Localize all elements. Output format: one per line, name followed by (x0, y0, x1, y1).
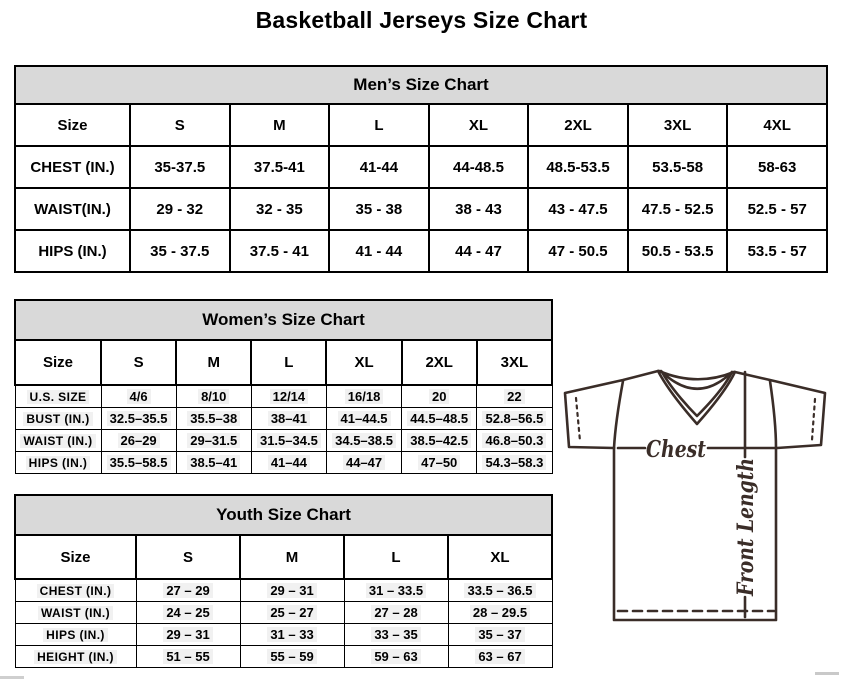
table-cell (136, 579, 240, 602)
table-cell: 35 - 37.5 (130, 230, 230, 272)
table-cell: 48.5-53.5 (528, 146, 628, 188)
table-cell: 50.5 - 53.5 (628, 230, 728, 272)
table-cell: 37.5 - 41 (230, 230, 330, 272)
column-header: L (329, 104, 429, 146)
cell-value: CHEST (IN.) (37, 584, 115, 598)
table-row (15, 385, 552, 408)
table-cell (251, 385, 326, 408)
cell-value: 20 (429, 389, 449, 404)
cell-value: 4/6 (127, 389, 151, 404)
table-cell (477, 385, 552, 408)
womens-chart-title: Women’s Size Chart (15, 300, 552, 340)
table-cell (477, 452, 552, 474)
cell-value: HIPS (IN.) (26, 456, 91, 470)
cell-value: 41–44 (268, 455, 310, 470)
table-cell (326, 452, 401, 474)
table-row (15, 602, 552, 624)
table-cell (402, 452, 477, 474)
jersey-right-cuff-dashes (812, 399, 815, 440)
cell-value: 29–31.5 (187, 433, 240, 448)
cell-value: 27 – 28 (371, 605, 420, 620)
cell-value: 54.3–58.3 (482, 455, 546, 470)
row-label (15, 452, 101, 474)
table-row (15, 624, 552, 646)
table-cell (101, 408, 176, 430)
row-label (15, 385, 101, 408)
table-cell (176, 452, 251, 474)
table-cell (326, 385, 401, 408)
table-cell (344, 624, 448, 646)
row-label: WAIST(IN.) (15, 188, 130, 230)
column-header: M (230, 104, 330, 146)
table-row (15, 579, 552, 602)
table-cell (240, 646, 344, 668)
table-cell (251, 452, 326, 474)
cell-value: 12/14 (270, 389, 309, 404)
cell-value: 35.5–58.5 (107, 455, 171, 470)
cell-value: 16/18 (345, 389, 384, 404)
jersey-measurement-diagram (555, 360, 843, 679)
row-label: HIPS (IN.) (15, 230, 130, 272)
table-cell: 41 - 44 (329, 230, 429, 272)
column-header: S (136, 535, 240, 579)
table-cell: 52.5 - 57 (727, 188, 827, 230)
column-header: L (344, 535, 448, 579)
cell-value: 44.5–48.5 (407, 411, 471, 426)
table-cell: 35-37.5 (130, 146, 230, 188)
front-length-label: Front Length (733, 433, 759, 596)
table-cell: 29 - 32 (130, 188, 230, 230)
table-cell (448, 579, 552, 602)
cell-value: 33 – 35 (371, 627, 420, 642)
cell-value: 59 – 63 (371, 649, 420, 664)
table-cell (344, 646, 448, 668)
table-cell (344, 602, 448, 624)
table-cell: 37.5-41 (230, 146, 330, 188)
cell-value: 32.5–35.5 (107, 411, 171, 426)
cell-value: 34.5–38.5 (332, 433, 396, 448)
column-header: S (101, 340, 176, 385)
table-cell: 32 - 35 (230, 188, 330, 230)
table-cell (240, 602, 344, 624)
table-row (15, 535, 552, 579)
table-row (15, 340, 552, 385)
table-row (15, 452, 552, 474)
column-header: Size (15, 340, 101, 385)
cell-value: 29 – 31 (267, 583, 316, 598)
cell-value: WAIST (IN.) (38, 606, 113, 620)
chest-label: Chest (646, 436, 707, 463)
cell-value: 51 – 55 (163, 649, 212, 664)
table-cell: 43 - 47.5 (528, 188, 628, 230)
cell-value: 24 – 25 (163, 605, 212, 620)
table-row (15, 66, 827, 104)
cell-value: 35 – 37 (475, 627, 524, 642)
column-header: 2XL (402, 340, 477, 385)
cell-value: 41–44.5 (338, 411, 391, 426)
cell-value: 47–50 (418, 455, 460, 470)
cell-value: 31 – 33 (267, 627, 316, 642)
table-cell (240, 579, 344, 602)
table-row (15, 430, 552, 452)
table-cell (136, 624, 240, 646)
table-cell: 44 - 47 (429, 230, 529, 272)
table-cell: 41-44 (329, 146, 429, 188)
cell-value: 44–47 (343, 455, 385, 470)
table-cell (101, 452, 176, 474)
mens-chart-title: Men’s Size Chart (15, 66, 827, 104)
column-header: Size (15, 104, 130, 146)
jersey-left-seam (614, 381, 623, 448)
cell-value: HEIGHT (IN.) (34, 650, 117, 664)
cell-value: 35.5–38 (187, 411, 240, 426)
table-cell: 47 - 50.5 (528, 230, 628, 272)
table-cell (344, 579, 448, 602)
cell-value: U.S. SIZE (27, 390, 90, 404)
table-cell (251, 408, 326, 430)
row-label (15, 579, 136, 602)
table-cell (448, 602, 552, 624)
table-cell (240, 624, 344, 646)
table-row (15, 408, 552, 430)
cell-value: 38.5–42.5 (407, 433, 471, 448)
column-header: XL (326, 340, 401, 385)
jersey-right-seam (770, 381, 776, 448)
row-label: CHEST (IN.) (15, 146, 130, 188)
cell-value: 31 – 33.5 (366, 583, 426, 598)
table-cell (402, 408, 477, 430)
table-cell: 53.5 - 57 (727, 230, 827, 272)
table-row (15, 104, 827, 146)
column-header: L (251, 340, 326, 385)
row-label (15, 602, 136, 624)
column-header: 3XL (628, 104, 728, 146)
cell-value: 26–29 (118, 433, 160, 448)
table-row (15, 646, 552, 668)
table-cell (448, 624, 552, 646)
table-cell (477, 408, 552, 430)
cell-value: 38.5–41 (187, 455, 240, 470)
table-cell (402, 430, 477, 452)
column-header: 4XL (727, 104, 827, 146)
cell-value: HIPS (IN.) (43, 628, 108, 642)
row-label (15, 430, 101, 452)
cell-value: WAIST (IN.) (20, 434, 95, 448)
youth-size-chart-table (14, 494, 553, 668)
cell-value: 38–41 (268, 411, 310, 426)
table-cell (326, 430, 401, 452)
table-row (15, 188, 827, 230)
table-cell (326, 408, 401, 430)
column-header: Size (15, 535, 136, 579)
youth-chart-title: Youth Size Chart (15, 495, 552, 535)
cell-value: 52.8–56.5 (482, 411, 546, 426)
cell-value: 55 – 59 (267, 649, 316, 664)
table-row (15, 495, 552, 535)
cell-value: BUST (IN.) (23, 412, 92, 426)
table-cell: 47.5 - 52.5 (628, 188, 728, 230)
column-header: 2XL (528, 104, 628, 146)
table-row (15, 300, 552, 340)
table-cell (176, 408, 251, 430)
column-header: S (130, 104, 230, 146)
table-cell (101, 430, 176, 452)
cell-value: 28 – 29.5 (470, 605, 530, 620)
table-cell (176, 385, 251, 408)
table-cell (176, 430, 251, 452)
table-cell: 58-63 (727, 146, 827, 188)
table-cell: 38 - 43 (429, 188, 529, 230)
table-row (15, 146, 827, 188)
cell-value: 22 (504, 389, 524, 404)
row-label (15, 624, 136, 646)
table-cell (477, 430, 552, 452)
cell-value: 63 – 67 (475, 649, 524, 664)
cell-value: 46.8–50.3 (482, 433, 546, 448)
cell-value: 33.5 – 36.5 (464, 583, 535, 598)
cell-value: 25 – 27 (267, 605, 316, 620)
table-cell (402, 385, 477, 408)
column-header: M (176, 340, 251, 385)
row-label (15, 646, 136, 668)
cell-value: 8/10 (198, 389, 229, 404)
table-cell (101, 385, 176, 408)
table-cell: 53.5-58 (628, 146, 728, 188)
cell-value: 31.5–34.5 (257, 433, 321, 448)
table-row (15, 230, 827, 272)
table-cell (251, 430, 326, 452)
cell-value: 27 – 29 (163, 583, 212, 598)
jersey-left-cuff-dashes (576, 398, 580, 441)
mens-size-chart-table (14, 65, 828, 273)
row-label (15, 408, 101, 430)
table-cell (448, 646, 552, 668)
table-cell: 44-48.5 (429, 146, 529, 188)
column-header: XL (448, 535, 552, 579)
cell-value: 29 – 31 (163, 627, 212, 642)
column-header: M (240, 535, 344, 579)
column-header: XL (429, 104, 529, 146)
womens-size-chart-table (14, 299, 553, 474)
page-title: Basketball Jerseys Size Chart (255, 7, 588, 33)
table-cell: 35 - 38 (329, 188, 429, 230)
table-cell (136, 602, 240, 624)
table-cell (136, 646, 240, 668)
cropped-content-fragment (815, 672, 839, 675)
column-header: 3XL (477, 340, 552, 385)
